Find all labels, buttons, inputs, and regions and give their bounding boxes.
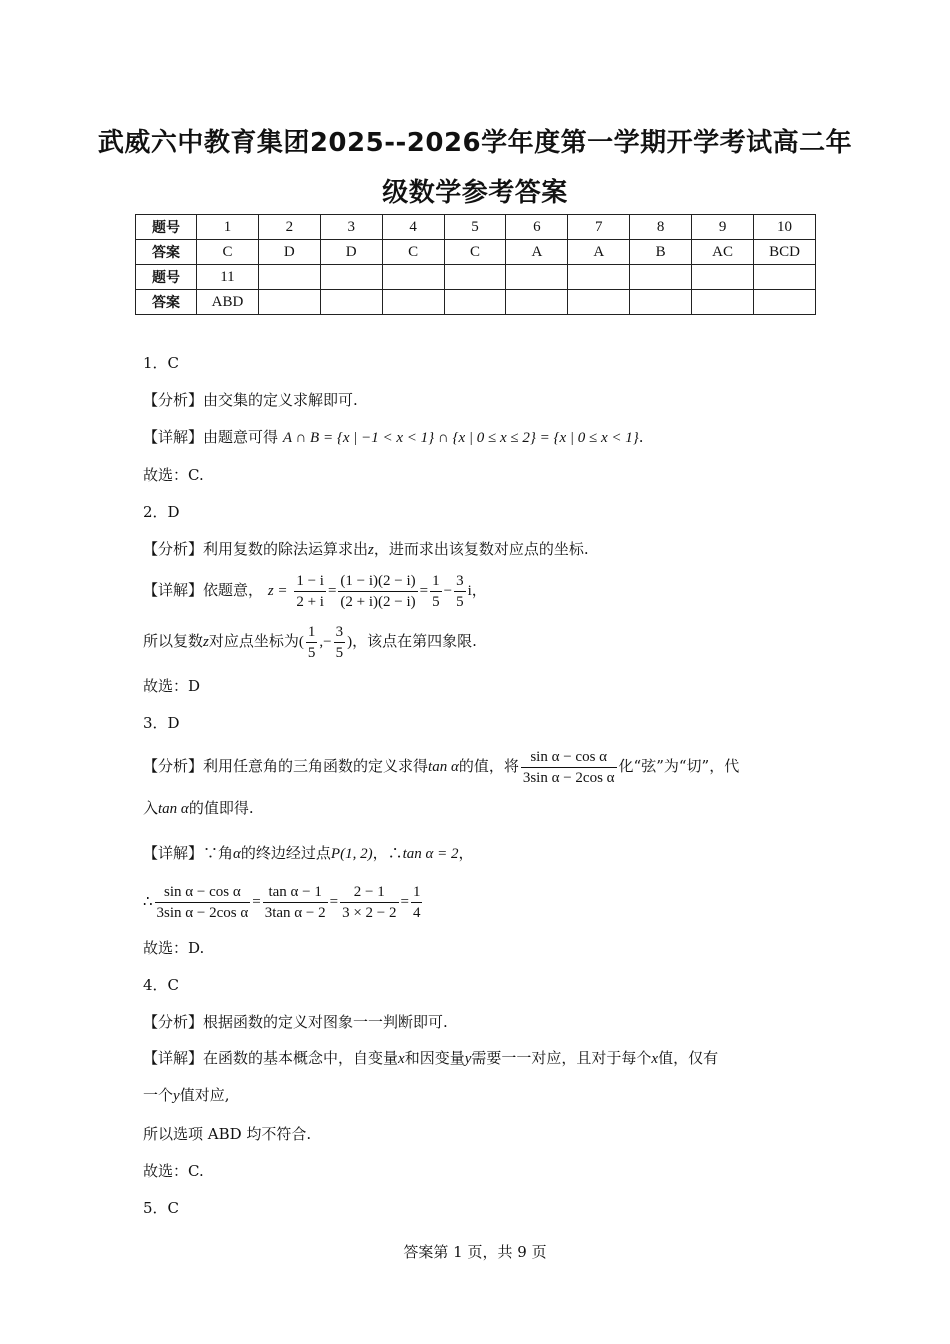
- q1-choice: 故选：C.: [143, 466, 204, 484]
- document-title-line-1: 武威六中教育集团2025--2026学年度第一学期开学考试高二年: [97, 128, 853, 158]
- q3-detail-c: ，∴: [372, 844, 403, 862]
- fraction-numerator: 3: [454, 571, 466, 592]
- fraction-denominator: 5: [307, 644, 316, 661]
- question-number-cell: 5: [444, 215, 506, 240]
- fraction-numerator: 3: [334, 622, 346, 643]
- comma: ，: [471, 581, 487, 599]
- q4-detail: [143, 1048, 823, 1069]
- q2-analysis-a: 利用复数的除法运算求出: [203, 540, 369, 558]
- q3-fraction-3: [340, 882, 398, 923]
- q2-analysis-var: z: [368, 542, 374, 558]
- q2-fraction-4: [454, 571, 466, 612]
- answer-table: [135, 214, 816, 315]
- q4-var-y: y: [173, 1088, 180, 1104]
- q3-analysis-d2: 的值即得.: [188, 799, 254, 817]
- q3-tan-eq: tan α = 2: [402, 846, 459, 862]
- q4-line2-b: 值对应,: [179, 1086, 230, 1104]
- q3-analysis-d1: 入: [143, 799, 159, 817]
- q1-detail-math: A ∩ B = {x | −1 < x < 1} ∩ {x | 0 ≤ x ≤ 2} = {x | 0 ≤ x < 1}: [282, 430, 639, 446]
- fraction-denominator: 5: [432, 593, 440, 610]
- q2-analysis-b: ，进而求出该复数对应点的坐标.: [373, 540, 589, 558]
- fraction-denominator: 2 + i: [296, 593, 324, 610]
- question-number-cell: 11: [197, 265, 259, 290]
- q2-fraction-1: [294, 571, 326, 612]
- question-number-cell: 8: [630, 215, 692, 240]
- answer-cell: [630, 290, 692, 315]
- q4-line2-a: 一个: [143, 1086, 174, 1104]
- q4-detail-line2: [143, 1085, 823, 1106]
- q3-detail-d: ，: [458, 844, 474, 862]
- fraction-denominator: 3sin α − 2cos α: [522, 769, 615, 786]
- q2-point-x: [306, 622, 318, 663]
- q1-detail-prefix: 由题意可得: [203, 428, 279, 446]
- answer-cell: B: [630, 240, 692, 265]
- fraction-numerator: sin α − cos α: [155, 882, 251, 903]
- analysis-tag: 【分析】: [143, 757, 204, 775]
- q3-detail-b: 的终边经过点: [240, 844, 331, 862]
- therefore-sign: ∴: [143, 894, 153, 910]
- answer-cell: [444, 290, 506, 315]
- fraction-denominator: (2 + i)(2 − i): [340, 593, 416, 610]
- q4-heading: 4．C: [143, 976, 180, 994]
- question-number-cell: 2: [258, 215, 320, 240]
- q2-point-mid: 对应点坐标为: [208, 632, 299, 650]
- minus-sign: −: [443, 583, 453, 599]
- q2-heading: 2．D: [143, 503, 180, 521]
- open-paren: (: [298, 634, 304, 650]
- question-number-cell: [444, 265, 506, 290]
- question-number-cell: 1: [197, 215, 259, 240]
- fraction-denominator: 3sin α − 2cos α: [156, 904, 249, 921]
- q2-point-suffix: ，该点在第四象限.: [352, 632, 477, 650]
- fraction-denominator: 3 × 2 − 2: [342, 904, 397, 921]
- q2-analysis: [143, 539, 823, 560]
- q3-point: P(1, 2): [330, 846, 373, 862]
- question-number-cell: [258, 265, 320, 290]
- fraction-denominator: 5: [456, 593, 464, 610]
- close-paren: ): [347, 634, 353, 650]
- answer-cell: A: [568, 240, 630, 265]
- fraction-denominator: 4: [412, 904, 421, 921]
- equals-sign: =: [329, 894, 339, 910]
- q1-analysis-text: 由交集的定义求解即可.: [203, 391, 358, 409]
- question-number-cell: [568, 265, 630, 290]
- question-number-cell: 7: [568, 215, 630, 240]
- detail-tag: 【详解】: [143, 581, 204, 599]
- q4-choice: 故选：C.: [143, 1162, 204, 1180]
- q2-point: [143, 620, 823, 662]
- q3-tan-alpha: tan α: [428, 759, 459, 775]
- answer-cell: ABD: [197, 290, 259, 315]
- row-header-answer: 答案: [136, 240, 197, 265]
- fraction-denominator: 3tan α − 2: [264, 904, 326, 921]
- q3-analysis: [143, 745, 823, 787]
- answer-cell: C: [444, 240, 506, 265]
- answer-cell: [754, 290, 816, 315]
- detail-tag: 【详解】: [143, 1049, 204, 1067]
- question-number-cell: 3: [320, 215, 382, 240]
- analysis-tag: 【分析】: [143, 391, 204, 409]
- question-number-cell: 6: [506, 215, 568, 240]
- q3-computation: [143, 880, 823, 922]
- fraction-numerator: (1 − i)(2 − i): [338, 571, 417, 592]
- fraction-numerator: 2 − 1: [340, 882, 398, 903]
- answer-table-number-row: [136, 215, 816, 240]
- q2-detail-prefix: 依题意，: [203, 581, 264, 599]
- answer-cell: C: [197, 240, 259, 265]
- fraction-numerator: 1: [306, 622, 318, 643]
- detail-tag: 【详解】: [143, 844, 204, 862]
- q4-detail-c: 需要一一对应，且对于每个: [471, 1049, 652, 1067]
- q4-detail-b: 和因变量: [404, 1049, 465, 1067]
- answer-cell: AC: [692, 240, 754, 265]
- q4-detail-d: 值，仅有: [658, 1049, 719, 1067]
- question-number-cell: 9: [692, 215, 754, 240]
- q3-tan-alpha: tan α: [158, 801, 189, 817]
- equals-sign: =: [327, 583, 337, 599]
- q3-analysis-a: 利用任意角的三角函数的定义求得: [203, 757, 429, 775]
- question-number-cell: [320, 265, 382, 290]
- q4-detail-a: 在函数的基本概念中，自变量: [203, 1049, 399, 1067]
- minus-sign: −: [323, 634, 332, 650]
- answer-cell: BCD: [754, 240, 816, 265]
- answer-cell: D: [320, 240, 382, 265]
- q4-detail-line3: 所以选项 ABD 均不符合.: [143, 1125, 312, 1143]
- answer-table-answer-row: [136, 240, 816, 265]
- question-number-cell: [754, 265, 816, 290]
- q2-z-eq: z =: [267, 583, 288, 599]
- q5-heading: 5．C: [143, 1199, 180, 1217]
- answer-cell: [568, 290, 630, 315]
- q2-point-prefix: 所以复数: [143, 632, 204, 650]
- q4-var-x: x: [398, 1051, 405, 1067]
- q4-var-y: y: [464, 1051, 472, 1067]
- fraction-numerator: tan α − 1: [263, 882, 328, 903]
- q1-heading: 1．C: [143, 354, 180, 372]
- q2-fraction-2: [338, 571, 417, 612]
- imaginary-unit: i: [467, 583, 472, 599]
- q3-choice: 故选：D.: [143, 939, 205, 957]
- answer-cell: [320, 290, 382, 315]
- row-header-number: 题号: [136, 215, 197, 240]
- q3-alpha: α: [233, 846, 241, 862]
- question-number-cell: [506, 265, 568, 290]
- document-title-line-2: 级数学参考答案: [382, 178, 568, 208]
- analysis-tag: 【分析】: [143, 540, 204, 558]
- answer-table-number-row: [136, 265, 816, 290]
- question-number-cell: [692, 265, 754, 290]
- q4-analysis-text: 根据函数的定义对图象一一判断即可.: [203, 1013, 448, 1031]
- equals-sign: =: [419, 583, 429, 599]
- fraction-numerator: 1 − i: [294, 571, 326, 592]
- q4-var-x: x: [651, 1051, 659, 1067]
- fraction-numerator: 1: [411, 882, 423, 903]
- question-number-cell: 4: [382, 215, 444, 240]
- answer-cell: [692, 290, 754, 315]
- analysis-tag: 【分析】: [143, 1013, 204, 1031]
- answer-table-answer-row: [136, 290, 816, 315]
- q1-detail: [143, 427, 823, 448]
- q3-fraction-4: [411, 882, 423, 923]
- q2-detail: [143, 569, 823, 611]
- q2-choice: 故选：D: [143, 677, 201, 695]
- page-footer: 答案第 1 页，共 9 页: [403, 1243, 547, 1261]
- answer-cell: [382, 290, 444, 315]
- answer-cell: A: [506, 240, 568, 265]
- detail-tag: 【详解】: [143, 428, 204, 446]
- row-header-answer: 答案: [136, 290, 197, 315]
- question-number-cell: 10: [754, 215, 816, 240]
- answer-cell: C: [382, 240, 444, 265]
- q3-detail: [143, 843, 823, 864]
- q3-fraction-2: [263, 882, 328, 923]
- row-header-number: 题号: [136, 265, 197, 290]
- q3-analysis-c: 化“弦”为“切”，代: [618, 757, 740, 775]
- q3-analysis-fraction: [521, 747, 617, 788]
- q2-point-y: [334, 622, 346, 663]
- q3-detail-a: ∵角: [203, 844, 234, 862]
- q1-analysis: [143, 390, 823, 410]
- q3-analysis-b: 的值，将: [458, 757, 519, 775]
- question-number-cell: [630, 265, 692, 290]
- equals-sign: =: [252, 894, 261, 910]
- q3-heading: 3．D: [143, 714, 180, 732]
- q2-fraction-3: [430, 571, 442, 612]
- question-number-cell: [382, 265, 444, 290]
- q3-fraction-1: [155, 882, 251, 923]
- fraction-numerator: 1: [430, 571, 442, 592]
- q2-point-var: z: [203, 634, 209, 650]
- q3-analysis-line2: [143, 798, 823, 819]
- fraction-denominator: 5: [335, 644, 344, 661]
- equals-sign: =: [400, 894, 409, 910]
- answer-cell: [258, 290, 320, 315]
- q4-analysis: [143, 1012, 823, 1032]
- answer-cell: [506, 290, 568, 315]
- q1-detail-end: .: [638, 428, 644, 446]
- separator-comma: ,: [319, 634, 324, 650]
- answer-cell: D: [258, 240, 320, 265]
- fraction-numerator: sin α − cos α: [521, 747, 617, 768]
